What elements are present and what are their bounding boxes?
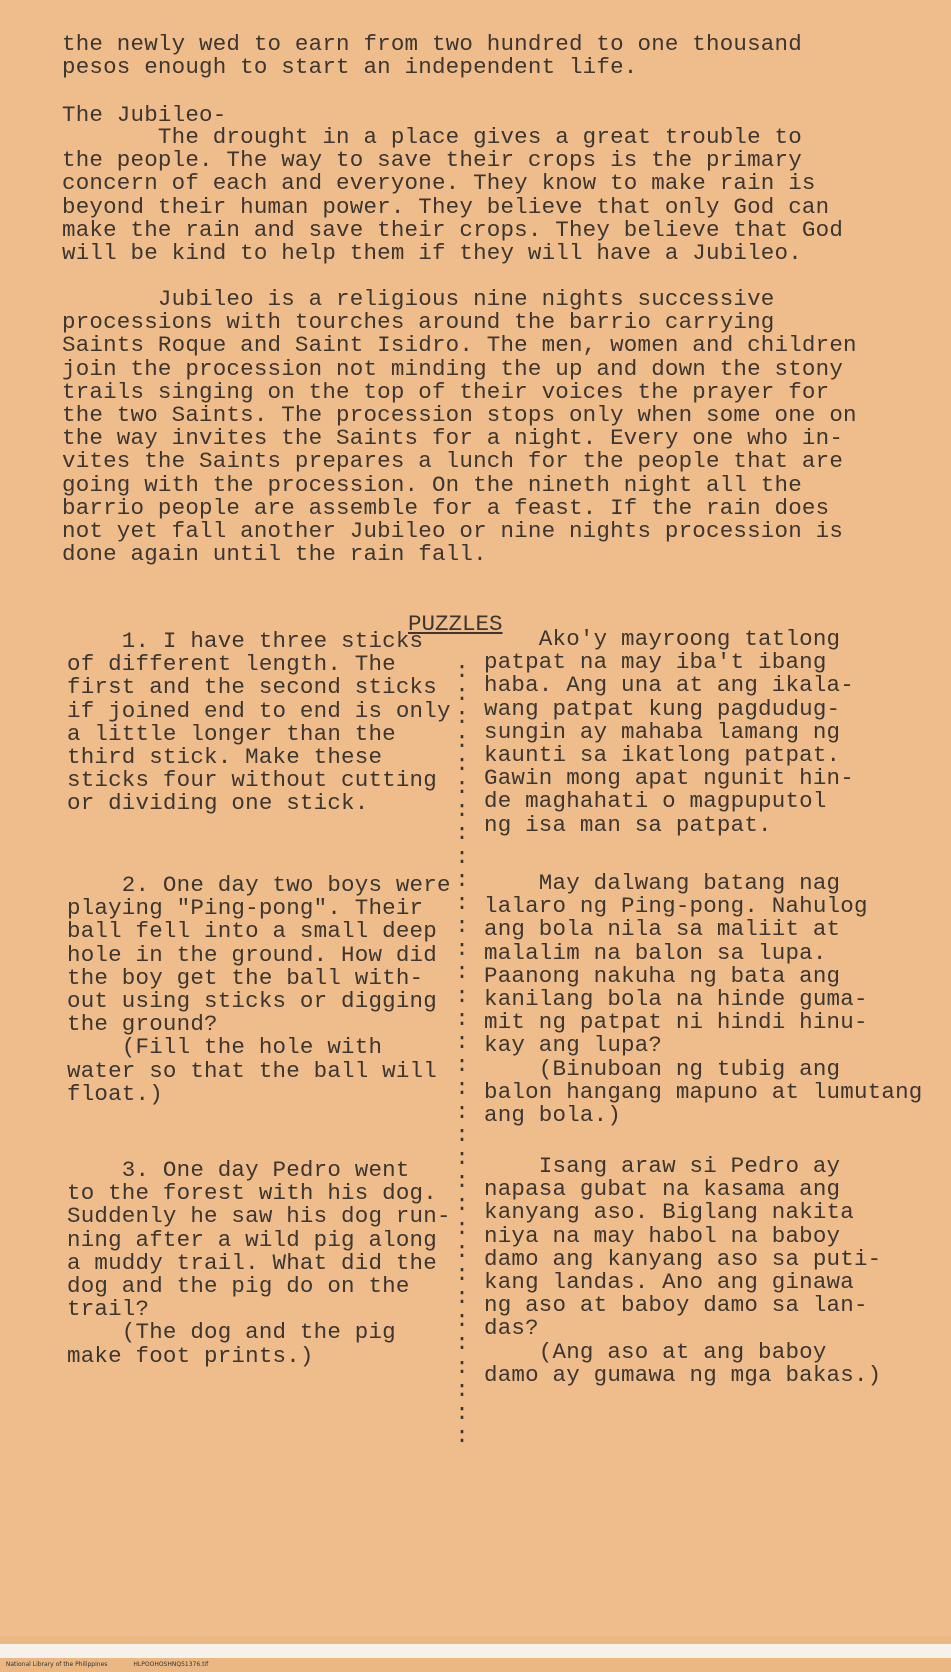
text-line: or dividing one stick. — [67, 790, 369, 817]
puzzle-2-tagalog — [484, 872, 922, 1127]
separator-colon: : — [455, 820, 469, 847]
text-line: Isang araw si Pedro ay — [484, 1153, 841, 1179]
puzzles-title: PUZZLES — [408, 611, 503, 637]
text-line: ang bola nila sa maliit at — [484, 916, 841, 943]
text-line: damo ay gumawa ng mga bakas.) — [484, 1361, 882, 1388]
separator-colon: : — [455, 658, 469, 684]
separator-colon: : — [455, 1376, 469, 1403]
text-line: napasa gubat na kasama ang — [484, 1176, 841, 1203]
text-line: if joined end to end is only — [67, 697, 451, 724]
text-line: (Binuboan ng tubig ang — [484, 1055, 841, 1082]
text-line: trail? — [67, 1296, 150, 1323]
text-line: Saints Roque and Saint Isidro. The men, women and children — [62, 332, 857, 359]
text-line: (Fill the hole with — [67, 1034, 383, 1061]
text-line: a muddy trail. What did the — [67, 1249, 437, 1276]
text-line: ng isa man sa patpat. — [484, 811, 772, 838]
text-line: concern of each and everyone. They know to make rain is — [62, 170, 816, 197]
puzzle-3-english — [67, 1159, 451, 1368]
separator-colon: : — [455, 1307, 469, 1334]
text-line: not yet fall another Jubileo or nine nights procession is — [62, 518, 844, 545]
separator-colon: : — [455, 681, 469, 708]
text-line: the two Saints. The procession stops only when some one on — [62, 402, 857, 429]
text-line: trails singing on the top of their voices the prayer for — [62, 378, 830, 405]
separator-colon: : — [455, 1330, 469, 1357]
separator-colon: : — [455, 1168, 469, 1195]
text-line: ng aso at baboy damo sa lan- — [484, 1292, 868, 1319]
column-separator — [455, 660, 469, 1448]
text-line: of different length. The — [67, 651, 396, 678]
text-line: ning after a wild pig along — [67, 1226, 437, 1253]
puzzle-3-tagalog — [484, 1155, 881, 1387]
file-id: HLPOOHOSHNQ51376.tif — [133, 1661, 209, 1668]
text-line: a little longer than the — [67, 720, 396, 747]
puzzle-1-tagalog — [484, 628, 854, 837]
separator-colon: : — [455, 1144, 469, 1171]
separator-colon: : — [455, 1400, 469, 1426]
text-line: make foot prints.) — [67, 1342, 314, 1369]
text-line: dog and the pig do on the — [67, 1273, 410, 1300]
text-line: May dalwang batang nag — [484, 870, 841, 896]
text-line: niya na may habol na baboy — [484, 1222, 841, 1249]
text-line: mit ng patpat ni hindi hinu- — [484, 1009, 868, 1036]
text-line: de maghahati o magpuputol — [484, 788, 827, 815]
text-line: lalaro ng Ping-pong. Nahulog — [484, 893, 868, 920]
text-line: haba. Ang una at ang ikala- — [484, 672, 854, 699]
text-line: (The dog and the pig — [67, 1319, 396, 1346]
separator-colon: : — [455, 1353, 469, 1380]
text-line: barrio people are assemble for a feast. If the rain does — [62, 494, 830, 521]
separator-colon: : — [455, 1029, 469, 1055]
text-line: make the rain and save their crops. They believe that God — [62, 216, 844, 243]
jubileo-paragraph-1 — [62, 126, 843, 265]
text-line: going with the procession. On the nineth night all the — [62, 471, 802, 498]
text-line: water so that the ball will — [67, 1057, 437, 1084]
separator-colon: : — [455, 936, 469, 963]
separator-colon: : — [455, 1121, 469, 1148]
text-line: ball fell into a small deep — [67, 918, 437, 945]
text-line: Suddenly he saw his dog run- — [67, 1203, 451, 1230]
separator-colon: : — [455, 889, 469, 916]
text-line: Paanong nakuha ng bata ang — [484, 962, 841, 989]
separator-colon: : — [455, 1052, 469, 1079]
separator-colon: : — [455, 1191, 469, 1218]
text-line: kanilang bola na hinde guma- — [484, 986, 868, 1013]
text-line: sticks four without cutting — [67, 767, 437, 794]
library-name: National Library of the Philippines — [5, 1661, 108, 1668]
separator-colon: : — [455, 843, 469, 870]
separator-colon: : — [455, 773, 469, 800]
text-line: done again until the rain fall. — [62, 541, 487, 568]
puzzle-2-english — [67, 874, 451, 1106]
text-line: kaunti sa ikatlong patpat. — [484, 742, 841, 769]
separator-colon: : — [455, 704, 469, 731]
text-line: pesos enough to start an independent life. — [62, 54, 638, 81]
text-line: Gawin mong apat ngunit hin- — [484, 765, 854, 792]
separator-colon: : — [455, 1005, 469, 1032]
text-line: malalim na balon sa lupa. — [484, 939, 827, 966]
text-line: 3. One day Pedro went — [67, 1157, 410, 1183]
text-line: The drought in a place gives a great trouble to — [62, 124, 802, 150]
separator-colon: : — [455, 1284, 469, 1311]
text-line: damo ang kanyang aso sa puti- — [484, 1245, 882, 1272]
text-line: third stick. Make these — [67, 744, 383, 771]
text-line: first and the second sticks — [67, 674, 437, 701]
text-line: ang bola.) — [484, 1102, 622, 1129]
separator-colon: : — [455, 797, 469, 824]
separator-colon: : — [455, 959, 469, 986]
text-line: the ground? — [67, 1011, 218, 1038]
section-heading-jubileo: The Jubileo- — [62, 102, 227, 128]
text-line: join the procession not minding the up and down the stony — [62, 355, 844, 382]
text-line: the way invites the Saints for a night. Every one who in- — [62, 425, 844, 452]
text-line: out using sticks or digging — [67, 988, 437, 1015]
separator-colon: : — [455, 982, 469, 1009]
text-line: the newly wed to earn from two hundred to one thousand — [62, 31, 802, 57]
text-line: kanyang aso. Biglang nakita — [484, 1199, 854, 1226]
jubileo-paragraph-2 — [62, 288, 857, 566]
text-line: Jubileo is a religious nine nights successive — [62, 286, 775, 312]
intro-paragraph — [62, 33, 802, 79]
text-line: das? — [484, 1315, 539, 1342]
separator-colon: : — [455, 1098, 469, 1125]
text-line: beyond their human power. They believe that only God can — [62, 193, 830, 220]
text-line: vites the Saints prepares a lunch for the people that are — [62, 448, 844, 475]
text-line: kay ang lupa? — [484, 1032, 663, 1059]
separator-colon: : — [455, 1260, 469, 1287]
text-line: hole in the ground. How did — [67, 941, 437, 968]
text-line: (Ang aso at ang baboy — [484, 1338, 827, 1365]
scan-footer — [0, 1644, 951, 1668]
text-line: to the forest with his dog. — [67, 1180, 437, 1207]
separator-colon: : — [455, 913, 469, 940]
text-line: the people. The way to save their crops is the primary — [62, 147, 802, 174]
text-line: kang landas. Ano ang ginawa — [484, 1269, 854, 1296]
text-line: 1. I have three sticks — [67, 628, 424, 654]
separator-colon: : — [455, 1214, 469, 1241]
text-line: sungin ay mahaba lamang ng — [484, 718, 841, 745]
text-line: playing "Ping-pong". Their — [67, 895, 424, 922]
separator-colon: : — [455, 1237, 469, 1264]
text-line: balon hangang mapuno at lumutang — [484, 1078, 923, 1105]
text-line: float.) — [67, 1080, 163, 1107]
text-line: patpat na may iba't ibang — [484, 649, 827, 676]
separator-colon: : — [455, 750, 469, 777]
text-line: wang patpat kung pagdudug- — [484, 695, 841, 722]
puzzle-1-english — [67, 630, 451, 816]
text-line: Ako'y mayroong tatlong — [484, 626, 841, 652]
text-line: processions with tourches around the barrio carrying — [62, 309, 775, 336]
separator-colon: : — [455, 1423, 469, 1450]
separator-colon: : — [455, 866, 469, 893]
text-line: the boy get the ball with- — [67, 964, 424, 991]
text-line: 2. One day two boys were — [67, 872, 451, 898]
separator-colon: : — [455, 727, 469, 754]
text-line: will be kind to help them if they will have a Jubileo. — [62, 240, 802, 267]
separator-colon: : — [455, 1075, 469, 1102]
